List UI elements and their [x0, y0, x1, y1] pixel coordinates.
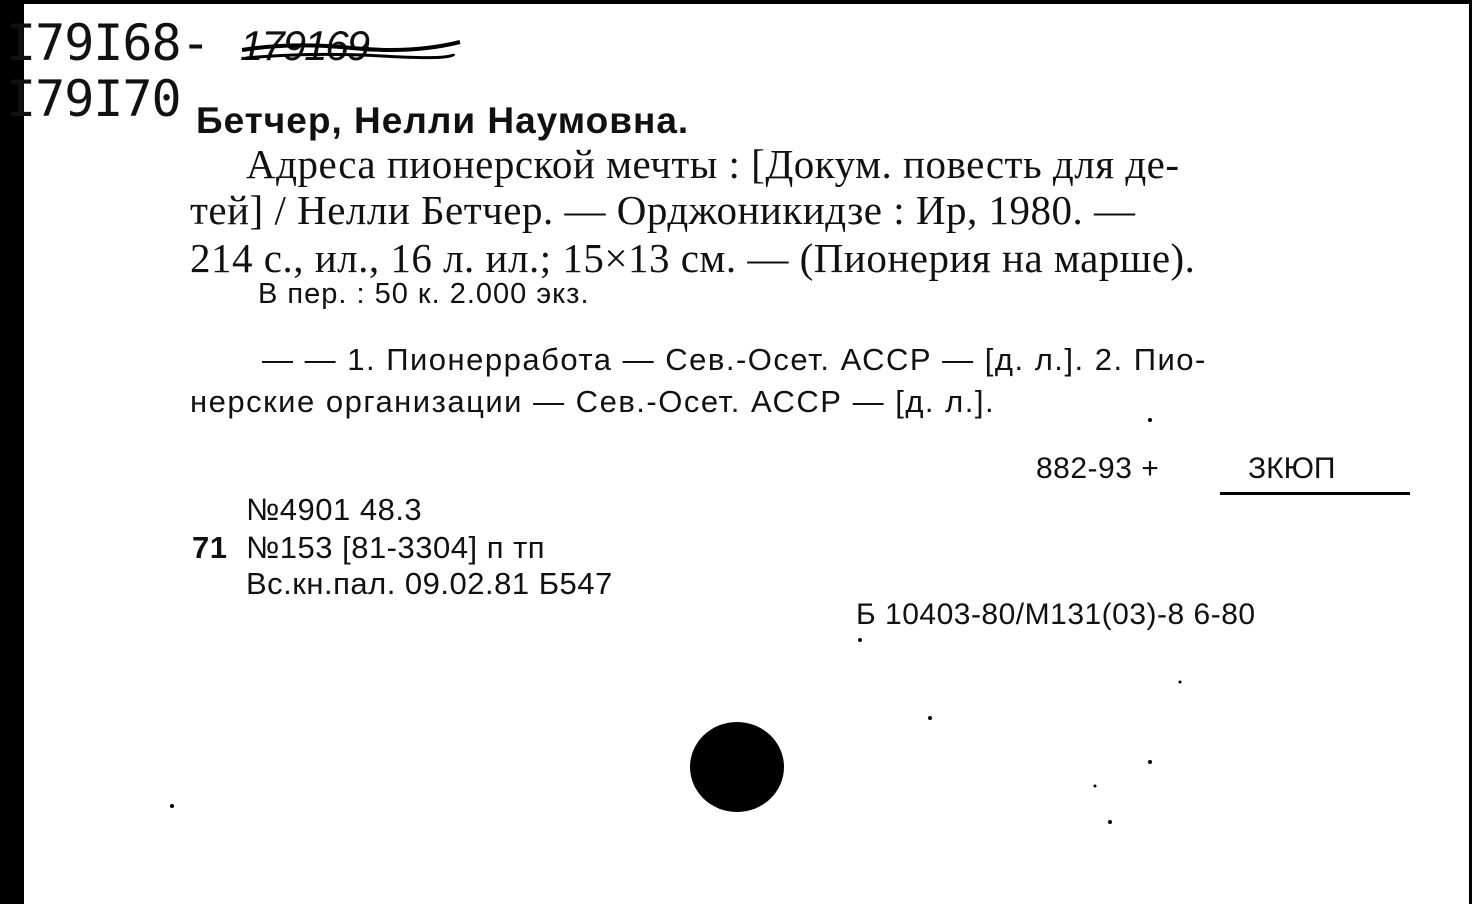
- meta-line-3: Вс.кн.пал. 09.02.81 Б547: [246, 566, 613, 601]
- meta-line-2-prefix: 71: [192, 530, 228, 565]
- accession-number-bottom: I79I70: [6, 70, 181, 128]
- meta-line-1: №4901 48.3: [246, 492, 423, 527]
- price-edition-line: В пер. : 50 к. 2.000 экз.: [258, 278, 590, 310]
- catalog-code: Б 10403-80/М131(03)-8 6-80: [856, 598, 1256, 631]
- library-code: ЗКЮП: [1248, 452, 1336, 485]
- library-number: 882-93 +: [1036, 452, 1160, 485]
- meta-line-2: №153 [81-3304] п тп: [246, 530, 546, 565]
- author-heading: Бетчер, Нелли Наумовна.: [196, 100, 690, 141]
- subject-line-1: — — 1. Пионерработа — Сев.-Осет. АССР — [д. л.]. 2. Пио-: [262, 342, 1207, 377]
- accession-number-top: I79I68-: [6, 14, 210, 72]
- struck-accession-text: 179169: [240, 22, 369, 69]
- description-line-2: тей] / Нелли Бетчер. — Орджоникидзе : Ир, 1980. —: [190, 187, 1136, 233]
- description-line-1: Адреса пионерской мечты : [Докум. повесть для де-: [246, 141, 1180, 187]
- description-line-3: 214 с., ил., 16 л. ил.; 15×13 см. — (Пионерия на марше).: [190, 235, 1196, 281]
- subject-line-2: нерские организации — Сев.-Осет. АССР — [д. л.].: [190, 384, 996, 419]
